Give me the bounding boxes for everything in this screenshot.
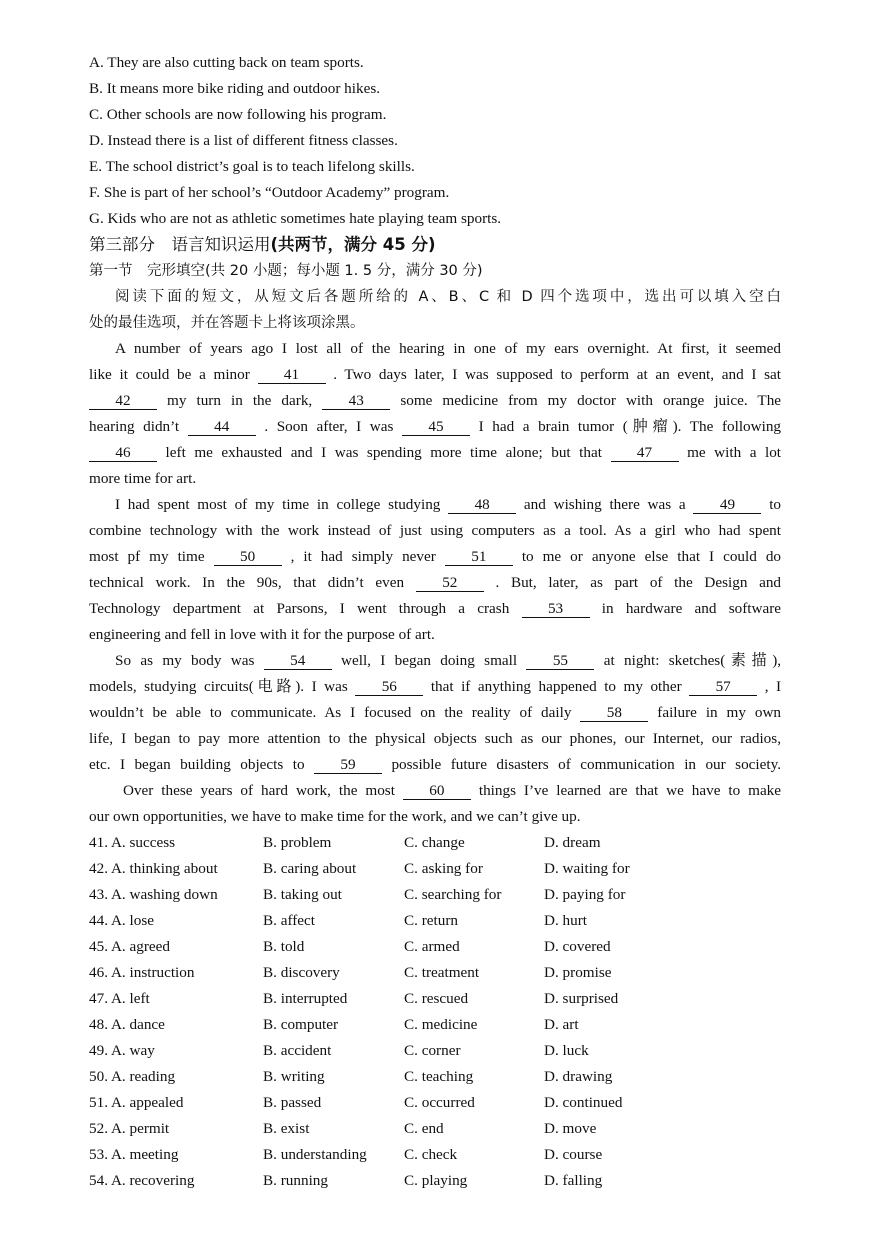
passage-line xyxy=(89,752,781,778)
passage-line xyxy=(89,700,781,726)
answer-blank: 60 xyxy=(403,782,471,800)
answer-blank: 52 xyxy=(416,574,484,592)
question-row xyxy=(89,882,781,908)
question-row xyxy=(89,830,781,856)
passage-text: life, I began to pay more attention to the physical objects such as our phones, our Internet, our radios, xyxy=(89,730,781,747)
passage-line xyxy=(89,466,781,492)
passage-text: most pf my time xyxy=(89,548,205,565)
passage-text: me with a lot xyxy=(687,444,781,461)
answer-blank: 54 xyxy=(264,652,332,670)
answer-choice: C. medicine xyxy=(404,1016,478,1033)
answer-choice: 49. A. way xyxy=(89,1042,155,1059)
answer-choice: D. hurt xyxy=(544,912,588,929)
answer-choice: C. teaching xyxy=(404,1068,474,1085)
option-sentence: F. She is part of her school’s “Outdoor Academy” program. xyxy=(89,184,450,201)
answer-choice: C. end xyxy=(404,1120,444,1137)
answer-blank: 42 xyxy=(89,392,157,410)
answer-choice: 43. A. washing down xyxy=(89,886,218,903)
question-row xyxy=(89,1142,781,1168)
answer-blank: 58 xyxy=(580,704,648,722)
answer-choice: 42. A. thinking about xyxy=(89,860,218,877)
passage-line xyxy=(89,518,781,544)
question-row xyxy=(89,960,781,986)
answer-choice: B. interrupted xyxy=(263,990,348,1007)
question-row xyxy=(89,986,781,1012)
passage-text: I had spent most of my time in college studying xyxy=(115,496,441,513)
passage-line xyxy=(89,492,781,518)
answer-choice: B. affect xyxy=(263,912,316,929)
passage-line xyxy=(89,804,781,830)
passage-text: technical work. In the 90s, that didn’t even xyxy=(89,574,405,591)
previous-options-list xyxy=(89,50,781,232)
answer-choice: D. art xyxy=(544,1016,579,1033)
answer-choice: 48. A. dance xyxy=(89,1016,165,1033)
passage-text: A number of years ago I lost all of the hearing in one of my ears overnight. At first, it seemed xyxy=(115,340,781,357)
section-heading xyxy=(89,232,781,258)
answer-choice: C. corner xyxy=(404,1042,461,1059)
answer-choice: 47. A. left xyxy=(89,990,150,1007)
answer-blank: 44 xyxy=(188,418,256,436)
passage-text: failure in my own xyxy=(657,704,781,721)
passage-line xyxy=(89,596,781,622)
passage-line xyxy=(89,362,781,388)
passage-line xyxy=(89,778,781,804)
passage-line xyxy=(89,726,781,752)
passage-text: our own opportunities, we have to make time for the work, and we can’t give up. xyxy=(89,808,581,825)
answer-choice: B. caring about xyxy=(263,860,357,877)
answer-blank: 41 xyxy=(258,366,326,384)
answer-blank: 47 xyxy=(611,444,679,462)
passage-text: that if anything happened to my other xyxy=(430,678,682,695)
passage-text: combine technology with the work instead of just using computers as a tool. As a girl who had spent xyxy=(89,522,781,539)
passage-text: , I xyxy=(764,678,781,695)
passage-text: at night: sketches(素描), xyxy=(603,652,781,669)
question-row xyxy=(89,1038,781,1064)
passage-text: wouldn’t be able to communicate. As I focused on the reality of daily xyxy=(89,704,572,721)
option-sentence: E. The school district’s goal is to teach lifelong skills. xyxy=(89,158,415,175)
passage-line xyxy=(89,336,781,362)
cloze-passage xyxy=(89,336,781,830)
option-sentence: G. Kids who are not as athletic sometimes hate playing team sports. xyxy=(89,210,502,227)
answer-blank: 57 xyxy=(689,678,757,696)
passage-text: things I’ve learned are that we have to make xyxy=(478,782,781,799)
question-list xyxy=(89,830,781,1194)
passage-text: my turn in the dark, xyxy=(167,392,323,409)
paragraph xyxy=(89,336,781,492)
answer-choice: C. return xyxy=(404,912,458,929)
answer-choice: 45. A. agreed xyxy=(89,938,170,955)
answer-choice: 41. A. success xyxy=(89,834,176,851)
answer-choice: C. rescued xyxy=(404,990,469,1007)
passage-text: more time for art. xyxy=(89,470,197,487)
answer-blank: 45 xyxy=(402,418,470,436)
question-row xyxy=(89,934,781,960)
answer-blank: 49 xyxy=(693,496,761,514)
question-row xyxy=(89,1116,781,1142)
answer-choice: C. check xyxy=(404,1146,458,1163)
answer-choice: B. writing xyxy=(263,1068,325,1085)
answer-choice: D. luck xyxy=(544,1042,589,1059)
question-row xyxy=(89,1168,781,1194)
answer-choice: B. problem xyxy=(263,834,332,851)
answer-choice: C. treatment xyxy=(404,964,480,981)
subsection-heading: 第一节 完形填空(共 20 小题；每小题 1. 5 分，满分 30 分) xyxy=(89,263,483,279)
passage-line xyxy=(89,570,781,596)
passage-text: . Soon after, I was xyxy=(264,418,394,435)
answer-blank: 51 xyxy=(445,548,513,566)
passage-text: left me exhausted and I was spending more time alone; but that xyxy=(165,444,602,461)
question-row xyxy=(89,856,781,882)
passage-text: engineering and fell in love with it for the purpose of art. xyxy=(89,626,435,643)
passage-text: to xyxy=(769,496,781,513)
passage-line xyxy=(89,648,781,674)
option-sentence: C. Other schools are now following his program. xyxy=(89,106,387,123)
answer-choice: B. accident xyxy=(263,1042,332,1059)
passage-text: and wishing there was a xyxy=(523,496,694,513)
option-sentence: D. Instead there is a list of different fitness classes. xyxy=(89,132,398,149)
passage-text: some medicine from my doctor with orange juice. The xyxy=(400,392,781,409)
answer-choice: C. searching for xyxy=(404,886,502,903)
question-row xyxy=(89,1064,781,1090)
answer-choice: C. change xyxy=(404,834,465,851)
answer-choice: D. surprised xyxy=(544,990,619,1007)
answer-choice: D. dream xyxy=(544,834,601,851)
passage-line xyxy=(89,622,781,648)
paragraph xyxy=(89,648,781,778)
answer-blank: 53 xyxy=(522,600,590,618)
answer-blank: 50 xyxy=(214,548,282,566)
answer-blank: 46 xyxy=(89,444,157,462)
passage-line xyxy=(89,440,781,466)
paragraph xyxy=(89,492,781,648)
passage-text: , it had simply never xyxy=(290,548,436,565)
answer-choice: 50. A. reading xyxy=(89,1068,176,1085)
passage-text: I had a brain tumor (肿瘤). The following xyxy=(478,418,781,435)
answer-choice: D. waiting for xyxy=(544,860,630,877)
answer-choice: 52. A. permit xyxy=(89,1120,170,1137)
option-sentence: B. It means more bike riding and outdoor hikes. xyxy=(89,80,381,97)
passage-text: Over these years of hard work, the most xyxy=(123,782,395,799)
passage-text: models, studying circuits(电路). I was xyxy=(89,678,348,695)
answer-choice: C. occurred xyxy=(404,1094,475,1111)
answer-choice: B. exist xyxy=(263,1120,310,1137)
instruction-line: 处的最佳选项，并在答题卡上将该项涂黑。 xyxy=(89,315,365,331)
passage-text: Technology department at Parsons, I went through a crash xyxy=(89,600,510,617)
answer-choice: B. passed xyxy=(263,1094,322,1111)
passage-text: . Two days later, I was supposed to perform at an event, and I sat xyxy=(333,366,781,383)
passage-text: etc. I began building objects to xyxy=(89,756,305,773)
answer-choice: C. playing xyxy=(404,1172,468,1189)
exam-page xyxy=(89,50,781,1194)
passage-text: to me or anyone else that I could do xyxy=(521,548,781,565)
passage-text: hearing didn’t xyxy=(89,418,188,435)
section-score: (共两节，满分 45 分) xyxy=(270,235,436,254)
question-row xyxy=(89,1090,781,1116)
answer-choice: B. understanding xyxy=(263,1146,367,1163)
answer-choice: 54. A. recovering xyxy=(89,1172,195,1189)
answer-choice: D. promise xyxy=(544,964,612,981)
answer-choice: B. running xyxy=(263,1172,328,1189)
passage-text: in hardware and software xyxy=(601,600,781,617)
answer-choice: 51. A. appealed xyxy=(89,1094,184,1111)
passage-text: So as my body was xyxy=(115,652,255,669)
passage-line xyxy=(89,414,781,440)
answer-choice: B. discovery xyxy=(263,964,340,981)
passage-text: possible future disasters of communication in our society. xyxy=(391,756,781,773)
answer-choice: D. covered xyxy=(544,938,611,955)
answer-choice: B. computer xyxy=(263,1016,339,1033)
passage-line xyxy=(89,544,781,570)
answer-blank: 59 xyxy=(314,756,382,774)
answer-choice: D. continued xyxy=(544,1094,623,1111)
answer-choice: B. told xyxy=(263,938,305,955)
passage-text: . But, later, as part of the Design and xyxy=(495,574,781,591)
answer-choice: D. move xyxy=(544,1120,597,1137)
answer-choice: C. armed xyxy=(404,938,460,955)
question-row xyxy=(89,1012,781,1038)
answer-choice: D. course xyxy=(544,1146,603,1163)
passage-line xyxy=(89,388,781,414)
answer-choice: D. falling xyxy=(544,1172,603,1189)
answer-choice: 44. A. lose xyxy=(89,912,154,929)
answer-choice: B. taking out xyxy=(263,886,342,903)
answer-blank: 55 xyxy=(526,652,594,670)
answer-choice: 53. A. meeting xyxy=(89,1146,179,1163)
passage-text: like it could be a minor xyxy=(89,366,250,383)
passage-text: well, I began doing small xyxy=(341,652,518,669)
question-row xyxy=(89,908,781,934)
answer-choice: 46. A. instruction xyxy=(89,964,195,981)
answer-choice: D. paying for xyxy=(544,886,626,903)
option-sentence: A. They are also cutting back on team sports. xyxy=(89,54,364,71)
instruction-line: 阅读下面的短文，从短文后各题所给的 A、B、C 和 D 四个选项中，选出可以填入空白 xyxy=(115,289,781,305)
answer-choice: C. asking for xyxy=(404,860,483,877)
paragraph xyxy=(89,778,781,830)
answer-blank: 56 xyxy=(355,678,423,696)
passage-line xyxy=(89,674,781,700)
answer-choice: D. drawing xyxy=(544,1068,613,1085)
answer-blank: 48 xyxy=(448,496,516,514)
answer-blank: 43 xyxy=(322,392,390,410)
section-title: 第三部分 语言知识运用 xyxy=(89,235,271,254)
